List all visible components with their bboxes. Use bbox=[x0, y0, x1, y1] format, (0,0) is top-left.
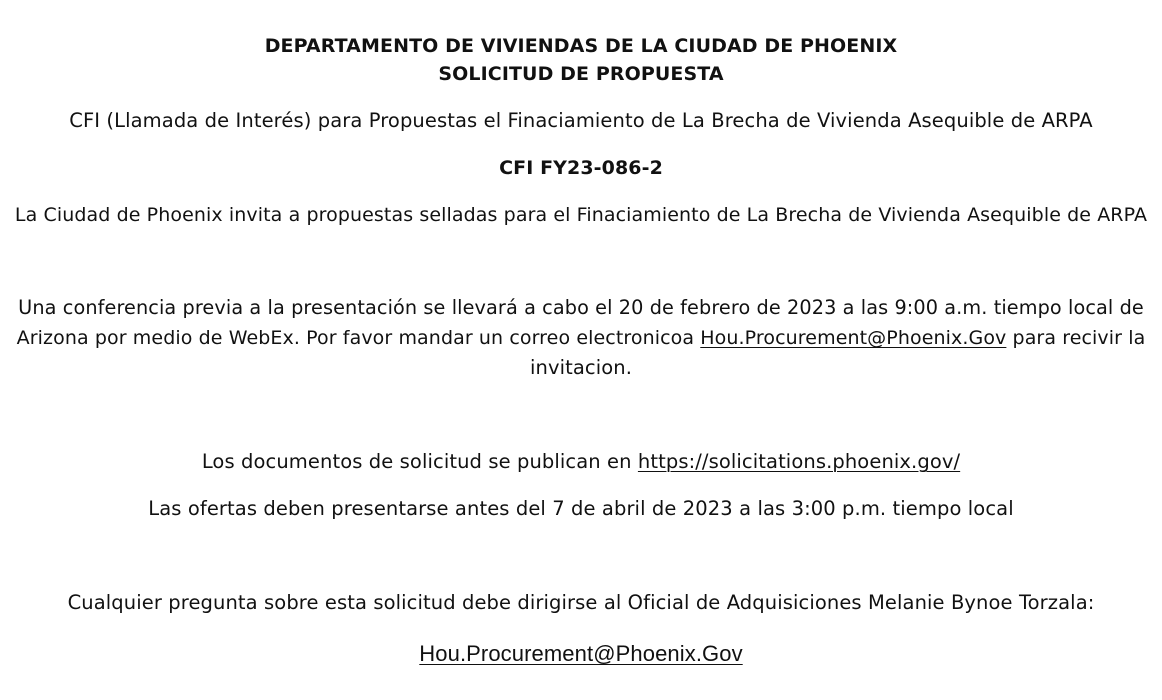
conference-line-3: invitacion. bbox=[529, 356, 633, 379]
deadline-text: Las ofertas deben presentarse antes del 7 de abril de 2023 a las 3:00 p.m. tiempo local bbox=[148, 497, 1014, 520]
invitation-text: La Ciudad de Phoenix invita a propuestas selladas para el Finaciamiento de La Brecha de Vivienda Asequible de ARPA bbox=[14, 204, 1148, 226]
conference-line-2-end: para recivir la bbox=[1006, 327, 1146, 349]
conference-email-link[interactable]: Hou.Procurement@Phoenix.Gov bbox=[700, 327, 1007, 349]
proposal-title: SOLICITUD DE PROPUESTA bbox=[438, 63, 724, 85]
questions-text: Cualquier pregunta sobre esta solicitud debe dirigirse al Oficial de Adquisiciones Melanie Bynoe Torzala: bbox=[67, 591, 1095, 614]
conference-line-2-text: Arizona por medio de WebEx. Por favor mandar un correo electronicoa bbox=[16, 327, 701, 349]
conference-line-2 bbox=[0, 323, 1162, 353]
department-title: DEPARTAMENTO DE VIVIENDAS DE LA CIUDAD DE PHOENIX bbox=[264, 35, 898, 57]
cfi-description: CFI (Llamada de Interés) para Propuestas el Finaciamiento de La Brecha de Vivienda Asequible de ARPA bbox=[69, 109, 1093, 132]
documents-line bbox=[0, 447, 1162, 477]
contact-email-link[interactable]: Hou.Procurement@Phoenix.Gov bbox=[419, 641, 743, 666]
documents-text: Los documentos de solicitud se publican en bbox=[201, 450, 638, 473]
conference-line-1: Una conferencia previa a la presentación se llevará a cabo el 20 de febrero de 2023 a las 9:00 a.m. tiempo local de bbox=[18, 296, 1144, 319]
cfi-number: CFI FY23-086-2 bbox=[499, 157, 663, 179]
contact-email-line bbox=[0, 639, 1162, 670]
solicitations-link[interactable]: https://solicitations.phoenix.gov/ bbox=[637, 450, 961, 473]
